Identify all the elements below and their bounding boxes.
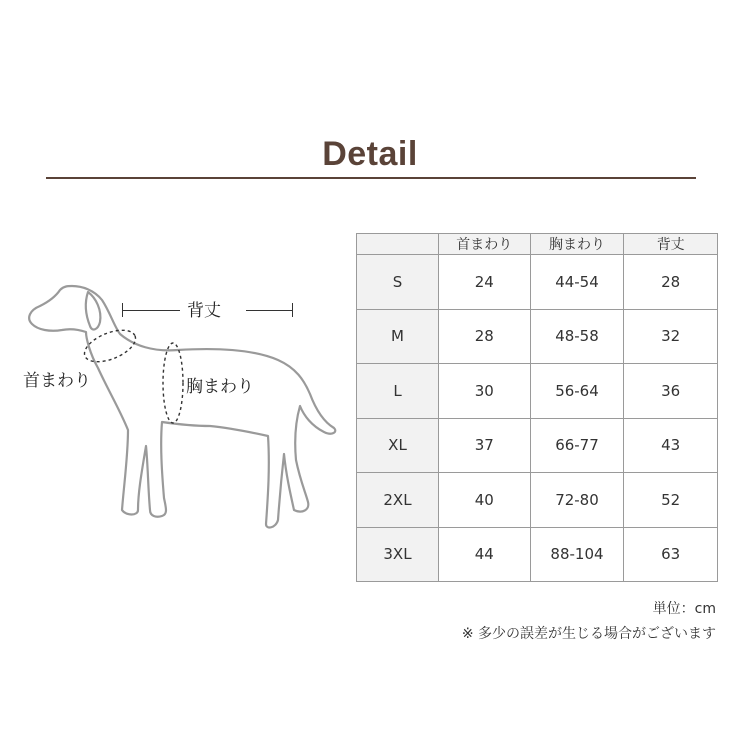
header-chest: 胸まわり (530, 234, 624, 255)
chest-girth-label: 胸まわり (186, 377, 254, 397)
chest-cell: 66-77 (530, 418, 624, 473)
size-cell: S (357, 255, 439, 310)
size-chart-table (356, 233, 718, 582)
header-back: 背丈 (624, 234, 718, 255)
table-row (357, 255, 718, 310)
table-row (357, 309, 718, 364)
table-row (357, 527, 718, 582)
table-row (357, 364, 718, 419)
size-cell: XL (357, 418, 439, 473)
back-cell: 32 (624, 309, 718, 364)
table-row (357, 418, 718, 473)
back-cell: 28 (624, 255, 718, 310)
page-title: Detail (322, 135, 418, 173)
table-header-row (357, 234, 718, 255)
tolerance-note: ※ 多少の誤差が生じる場合がございます (461, 626, 716, 642)
back-cell: 36 (624, 364, 718, 419)
unit-note: 単位：cm (652, 601, 716, 617)
dog-silhouette-icon (10, 270, 350, 540)
neck-cell: 30 (438, 364, 530, 419)
header-corner-cell (357, 234, 439, 255)
chest-cell: 48-58 (530, 309, 624, 364)
back-cell: 52 (624, 473, 718, 528)
neck-girth-label: 首まわり (23, 371, 91, 391)
chest-cell: 88-104 (530, 527, 624, 582)
back-length-label: 背丈 (187, 301, 221, 321)
size-cell: M (357, 309, 439, 364)
measurement-diagram (10, 270, 350, 540)
neck-cell: 24 (438, 255, 530, 310)
back-cell: 43 (624, 418, 718, 473)
neck-cell: 37 (438, 418, 530, 473)
chest-cell: 56-64 (530, 364, 624, 419)
back-length-line-left (122, 310, 180, 311)
back-length-end-tick (292, 303, 293, 317)
back-length-line-right (246, 310, 292, 311)
neck-cell: 40 (438, 473, 530, 528)
title-divider (46, 177, 696, 179)
size-cell: 3XL (357, 527, 439, 582)
back-cell: 63 (624, 527, 718, 582)
size-cell: 2XL (357, 473, 439, 528)
header-neck: 首まわり (438, 234, 530, 255)
chest-cell: 72-80 (530, 473, 624, 528)
table-row (357, 473, 718, 528)
chest-cell: 44-54 (530, 255, 624, 310)
size-cell: L (357, 364, 439, 419)
neck-cell: 44 (438, 527, 530, 582)
neck-cell: 28 (438, 309, 530, 364)
